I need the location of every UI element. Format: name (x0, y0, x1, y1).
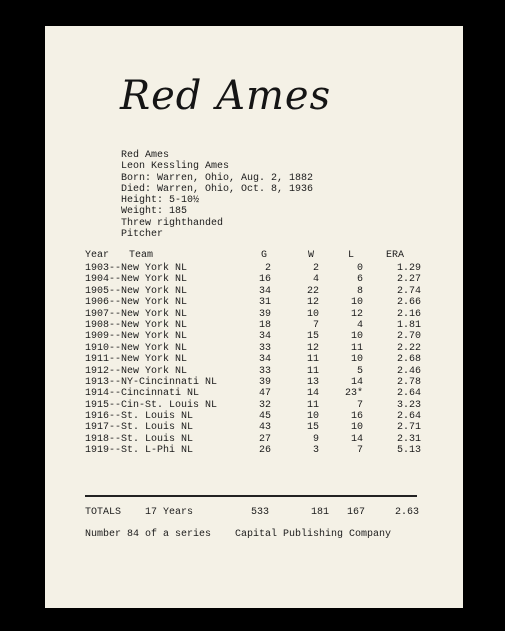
row-era: 2.71 (396, 422, 421, 434)
row-games: 33 (258, 365, 271, 377)
row-team: 1917--St. Louis NL (85, 422, 194, 434)
row-wins: 13 (306, 376, 319, 388)
row-wins: 4 (312, 274, 319, 286)
stats-row (85, 422, 421, 434)
row-games: 33 (258, 342, 271, 354)
row-team: 1915--Cin-St. Louis NL (85, 399, 218, 411)
row-wins: 15 (306, 331, 319, 343)
card-footer (85, 529, 435, 541)
row-era: 2.74 (396, 285, 421, 297)
row-losses: 14 (350, 433, 363, 445)
row-games: 43 (258, 422, 271, 434)
row-games: 39 (258, 308, 271, 320)
row-era: 2.70 (396, 331, 421, 343)
row-team: 1905--New York NL (85, 285, 188, 297)
stats-header-row (85, 250, 405, 263)
stats-row (85, 263, 421, 274)
stats-row (85, 285, 421, 297)
stats-row (85, 297, 421, 309)
row-games: 27 (258, 433, 271, 445)
header-games: G (261, 250, 268, 261)
row-team: 1910--New York NL (85, 342, 188, 354)
stats-row (85, 411, 421, 423)
row-wins: 11 (306, 354, 319, 366)
bio-full-name: Leon Kessling Ames (121, 161, 230, 173)
bio-height: Height: 5-10½ (121, 195, 200, 207)
bio-born: Born: Warren, Ohio, Aug. 2, 1882 (121, 172, 314, 184)
row-wins: 10 (306, 308, 319, 320)
row-games: 34 (258, 285, 271, 297)
stats-row (85, 388, 421, 400)
row-team: 1919--St. L-Phi NL (85, 445, 194, 457)
totals-divider (85, 495, 417, 497)
row-losses: 11 (350, 342, 363, 354)
row-team: 1911--New York NL (85, 354, 188, 366)
row-era: 1.29 (396, 263, 421, 274)
row-wins: 22 (306, 285, 319, 297)
row-losses: 23* (344, 388, 363, 400)
row-wins: 15 (306, 422, 319, 434)
row-team: 1908--New York NL (85, 319, 188, 331)
row-games: 2 (264, 263, 271, 274)
publisher-name: Capital Publishing Company (235, 529, 392, 540)
row-games: 34 (258, 354, 271, 366)
stats-row (85, 376, 421, 388)
row-wins: 3 (312, 445, 319, 457)
row-era: 1.81 (396, 319, 421, 331)
bio-weight: Weight: 185 (121, 206, 188, 218)
totals-era: 2.63 (394, 507, 419, 518)
row-team: 1909--New York NL (85, 331, 188, 343)
row-losses: 5 (356, 365, 363, 377)
stats-row (85, 445, 421, 457)
row-era: 2.64 (396, 411, 421, 423)
series-number: Number 84 of a series (85, 529, 212, 540)
row-era: 2.64 (396, 388, 421, 400)
stats-row (85, 399, 421, 411)
row-wins: 12 (306, 297, 319, 309)
stats-row (85, 331, 421, 343)
row-team: 1913--NY-Cincinnati NL (85, 376, 218, 388)
row-era: 5.13 (396, 445, 421, 457)
row-losses: 12 (350, 308, 363, 320)
row-era: 3.23 (396, 399, 421, 411)
stats-row (85, 308, 421, 320)
row-era: 2.16 (396, 308, 421, 320)
row-losses: 14 (350, 376, 363, 388)
baseball-card (45, 26, 463, 608)
row-era: 2.27 (396, 274, 421, 286)
stats-row (85, 274, 421, 286)
row-wins: 12 (306, 342, 319, 354)
row-team: 1912--New York NL (85, 365, 188, 377)
row-team: 1904--New York NL (85, 274, 188, 286)
player-signature: Red Ames (120, 73, 332, 119)
stats-row (85, 433, 421, 445)
row-team: 1918--St. Louis NL (85, 433, 194, 445)
header-losses: L (348, 250, 355, 261)
stats-body (85, 263, 421, 457)
row-wins: 11 (306, 365, 319, 377)
row-team: 1914--Cincinnati NL (85, 388, 200, 400)
row-losses: 7 (356, 445, 363, 457)
row-era: 2.66 (396, 297, 421, 309)
row-games: 32 (258, 399, 271, 411)
stats-row (85, 365, 421, 377)
totals-row (85, 507, 425, 519)
stats-table (85, 250, 421, 457)
row-wins: 2 (312, 263, 319, 274)
player-bio (121, 150, 313, 240)
row-games: 34 (258, 331, 271, 343)
header-era: ERA (386, 250, 405, 261)
row-era: 2.68 (396, 354, 421, 366)
row-era: 2.46 (396, 365, 421, 377)
row-games: 45 (258, 411, 271, 423)
row-team: 1907--New York NL (85, 308, 188, 320)
row-losses: 7 (356, 399, 363, 411)
totals-losses: 167 (346, 507, 365, 518)
row-wins: 11 (306, 399, 319, 411)
bio-position: Pitcher (121, 229, 164, 241)
row-games: 18 (258, 319, 271, 331)
row-games: 39 (258, 376, 271, 388)
row-wins: 7 (312, 319, 319, 331)
totals-years: 17 Years (145, 507, 194, 518)
totals-label: TOTALS (85, 507, 122, 518)
row-wins: 10 (306, 411, 319, 423)
row-losses: 10 (350, 354, 363, 366)
row-wins: 9 (312, 433, 319, 445)
row-team: 1903--New York NL (85, 263, 188, 274)
header-team: Team (129, 250, 154, 261)
row-losses: 6 (356, 274, 363, 286)
bio-died: Died: Warren, Ohio, Oct. 8, 1936 (121, 183, 314, 195)
bio-throws: Threw righthanded (121, 217, 224, 229)
stats-row (85, 342, 421, 354)
stats-row (85, 319, 421, 331)
row-losses: 10 (350, 422, 363, 434)
row-era: 2.31 (396, 433, 421, 445)
row-games: 16 (258, 274, 271, 286)
row-team: 1916--St. Louis NL (85, 411, 194, 423)
totals-games: 533 (250, 507, 269, 518)
stats-row (85, 354, 421, 366)
header-wins: W (308, 250, 315, 261)
row-losses: 10 (350, 331, 363, 343)
row-losses: 16 (350, 411, 363, 423)
row-era: 2.22 (396, 342, 421, 354)
row-era: 2.78 (396, 376, 421, 388)
row-losses: 0 (356, 263, 363, 274)
row-wins: 14 (306, 388, 319, 400)
row-losses: 10 (350, 297, 363, 309)
header-year: Year (85, 250, 110, 261)
totals-wins: 181 (310, 507, 329, 518)
bio-nickname: Red Ames (121, 150, 170, 161)
row-games: 26 (258, 445, 271, 457)
row-losses: 8 (356, 285, 363, 297)
row-team: 1906--New York NL (85, 297, 188, 309)
row-losses: 4 (356, 319, 363, 331)
row-games: 47 (258, 388, 271, 400)
row-games: 31 (258, 297, 271, 309)
